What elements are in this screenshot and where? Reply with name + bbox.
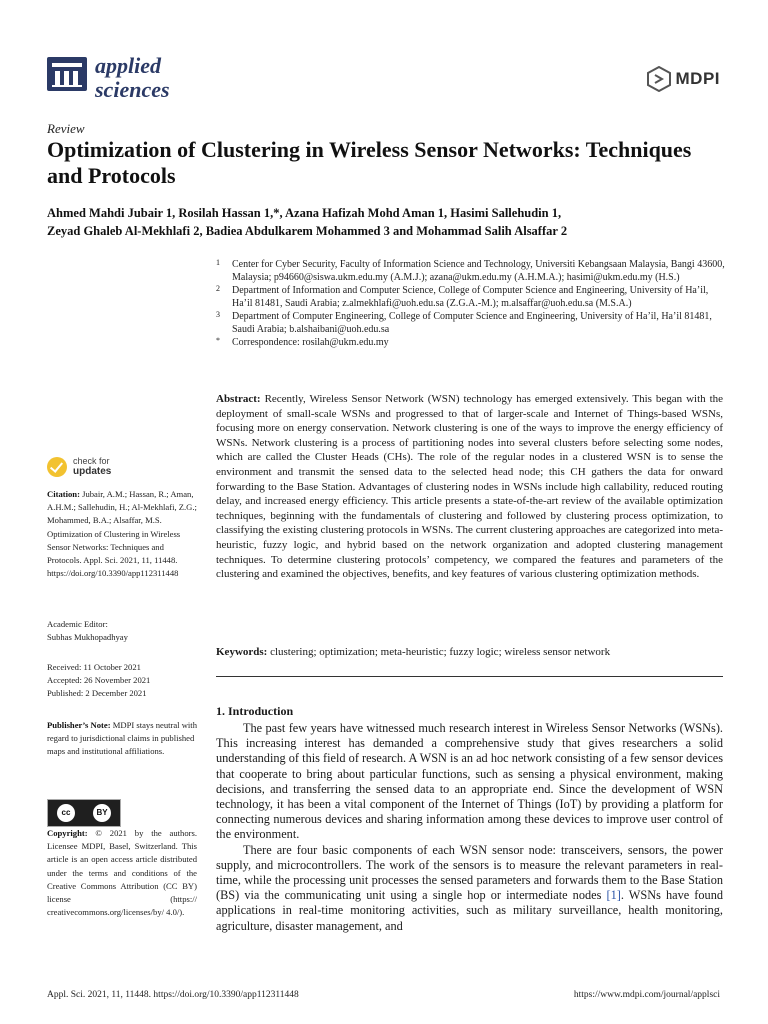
- footer-url[interactable]: https://www.mdpi.com/journal/applsci: [573, 990, 720, 1000]
- journal-name: applied sciences: [95, 53, 170, 102]
- article-type: Review: [47, 121, 85, 136]
- footer-citation: Appl. Sci. 2021, 11, 11448. https://doi.org/10.3390/app112311448: [47, 990, 299, 1000]
- cc-by-license-icon[interactable]: [47, 799, 121, 827]
- publishers-note: Publisher’s Note: MDPI stays neutral with regard to jurisdictional claims in published maps and institutional affiliations.: [47, 720, 197, 757]
- introduction-body: [216, 721, 723, 934]
- citation-link[interactable]: [1]: [606, 888, 621, 903]
- abstract-label: Abstract:: [216, 393, 261, 405]
- divider: [216, 676, 723, 677]
- copyright-notice: Copyright: © 2021 by the authors. Licensee MDPI, Basel, Switzerland. This article is an open access article distributed under the terms and conditions of the Creative Commons Attribution (CC BY) license (https:// creativecommons.org/licenses/by/ 4.0/).: [47, 828, 197, 918]
- keywords-label: Keywords:: [216, 646, 268, 658]
- affiliation-1: 1 Center for Cyber Security, Faculty of Information Science and Technology, Universiti Kebangsaan Malaysia, Bangi 43600, Malaysia; p94660@siswa.ukm.edu.my (A.M.J.); azana@ukm.edu.my (A.H.M.A.); hasimi@ukm.edu.my (H.S.): [216, 258, 725, 283]
- by-icon: BY: [93, 804, 111, 822]
- keywords: [216, 645, 723, 659]
- abstract: [216, 392, 723, 582]
- affiliations: [216, 258, 726, 349]
- paragraph-2: There are four basic components of each WSN sensor node: transceivers, sensors, the power supply, and microcontrollers. The work of the sensors is to measure the relevant parameters in real-time, while the processing unit processes the sensed parameters and forwards them to the Base Station (BS) via the communicating unit using a single hop or intermediate nodes [1]. WSNs have found applications in real-time monitoring activities, such as military surveillance, health monitoring, agriculture, disaster management, and: [216, 842, 723, 933]
- academic-editor: Academic Editor: Subhas Mukhopadhyay: [47, 619, 128, 643]
- publication-dates: Received: 11 October 2021 Accepted: 26 November 2021 Published: 2 December 2021: [47, 662, 151, 699]
- citation-block: Citation: Jubair, A.M.; Hassan, R.; Aman, A.H.M.; Sallehudin, H.; Al-Mekhlafi, Z.G.; Mohammed, B.A.; Alsaffar, M.S. Optimization of Clustering in Wireless Sensor Networks: Techniques and Protocols. Appl. Sci. 2021, 11, 11448. https://doi.org/10.3390/app112311448: [47, 489, 197, 579]
- correspondence: * Correspondence: rosilah@ukm.edu.my: [216, 336, 389, 348]
- authors-line-1: Ahmed Mahdi Jubair 1, Rosilah Hassan 1,*, Azana Hafizah Mohd Aman 1, Hasimi Sallehudin 1,: [47, 206, 562, 220]
- abstract-text: Recently, Wireless Sensor Network (WSN) technology has emerged extensively. This began with the deployment of small-scale WSNs and progressed to that of larger-scale and Internet of Things-based WSNs, focusing more on energy conservation. Network clustering is one of the ways to improve the energy efficiency of WSNs. Network clustering is a process of partitioning nodes into several clusters before selecting some nodes, which are called the Cluster Heads (CHs). The role of the regular nodes in a clustered WSN is to sense the environment and transmit the sensed data to the selected head node; this CH gathers the data for onward forwarding to the Base Station. Advantages of clustering nodes in WSNs include high callability, reduced routing delay, and increased energy efficiency. This article presents a state-of-the-art review of the available optimization techniques, beginning with the fundamentals of clustering and followed by clustering process optimization, to classifying the existing clustering protocols in WSNs. The current clustering approaches are categorized into meta-heuristic, fuzzy logic, and hybrid based on the network organization and adopted clustering management techniques. To determine clustering protocols’ competency, we compared the features and parameters of the clustering and examined the objectives, benefits, and key features of various clustering optimization methods.: [216, 393, 724, 581]
- mdpi-hex-icon: [646, 66, 672, 92]
- affiliation-3: 3 Department of Computer Engineering, College of Computer Science and Engineering, University of Ha’il, Ha’il 81481, Saudi Arabia; b.alshaibani@uoh.edu.sa: [216, 310, 712, 335]
- section-heading: 1. Introduction: [216, 704, 294, 718]
- publisher-logo: [646, 66, 721, 92]
- publisher-name: MDPI: [675, 69, 720, 88]
- affiliation-2: 2 Department of Information and Computer Science, College of Computer Science and Engineering, University of Ha’il, Ha’il 81481, Saudi Arabia; z.almekhlafi@uoh.edu.sa (Z.G.A.-M.); m.alsaffar@uoh.edu.sa (M.S.A.): [216, 284, 709, 309]
- keywords-text: clustering; optimization; meta-heuristic; fuzzy logic; wireless sensor network: [270, 646, 611, 658]
- cc-icon: cc: [57, 804, 75, 822]
- check-for-updates-badge[interactable]: check for updates: [47, 456, 111, 477]
- author-list: [47, 204, 737, 240]
- authors-line-2: Zeyad Ghaleb Al-Mekhlafi 2, Badiea Abdulkarem Mohammed 3 and Mohammad Salih Alsaffar 2: [47, 224, 568, 238]
- check-icon: [47, 457, 67, 477]
- article-title: Optimization of Clustering in Wireless Sensor Networks: Techniques and Protocols: [47, 137, 692, 188]
- paragraph-1: The past few years have witnessed much research interest in Wireless Sensor Networks (WSNs). This increasing interest has demanded a comprehensive study that gives researchers a solid understanding of this field of research. A WSN is an ad hoc network consisting of a few sensor devices that cooperate to bring about particular functions, such as sensing a physical environment, making decisions, and transferring the sensed data to an appropriate end. Since the development of WSN technology, it has been a vital component of the Internet of Things (IoT) by providing a platform for connecting numerous devices and sharing information among these devices to improve user control of the environment.: [216, 721, 723, 842]
- journal-logo: [47, 57, 87, 91]
